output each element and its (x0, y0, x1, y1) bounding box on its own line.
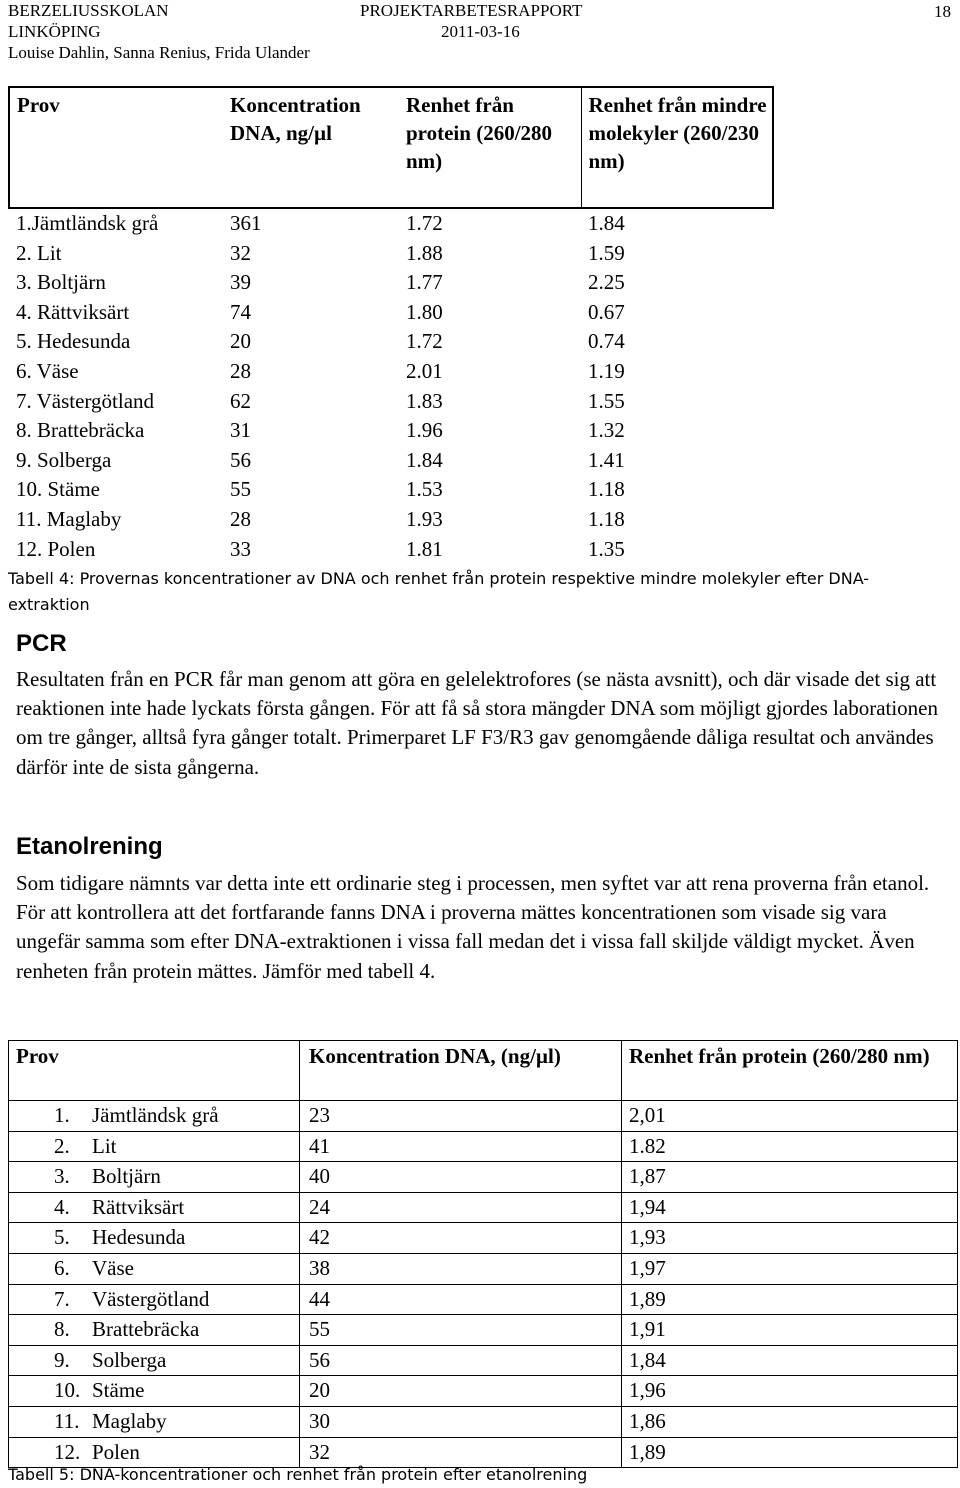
table-cell: 361 (230, 211, 262, 235)
table-cell-prov (9, 1162, 300, 1193)
sample-name: Brattebräcka (92, 1317, 200, 1342)
table-row (9, 1376, 958, 1407)
row-number: 4. (54, 1194, 70, 1219)
table-row (9, 1406, 958, 1437)
row-number: 3. (54, 1164, 70, 1189)
table-cell-prov (9, 1376, 300, 1407)
table-cell: 3. Boltjärn (16, 270, 106, 295)
sample-name: Rättviksärt (92, 1194, 185, 1219)
table-cell: 7. Västergötland (16, 388, 155, 413)
table-row (9, 1345, 958, 1376)
row-number: 5. (54, 1225, 70, 1250)
section-heading-pcr: PCR (16, 630, 67, 657)
table-cell: 55 (300, 1315, 622, 1346)
col-header-prov: Prov (9, 87, 223, 208)
table-cell: 1,94 (622, 1192, 958, 1223)
table-row (9, 1192, 958, 1223)
col-header-concentration: Koncentration DNA, ng/µl (223, 87, 399, 208)
table-cell: 1.59 (588, 240, 625, 265)
sample-name: Västergötland (92, 1286, 210, 1311)
table-cell: 38 (300, 1253, 622, 1284)
sample-name: Maglaby (92, 1408, 167, 1433)
table-cell: 4. Rättviksärt (16, 299, 130, 324)
table-row (9, 208, 773, 239)
table-cell: 0.67 (588, 299, 625, 324)
table-row (9, 298, 773, 328)
row-number: 6. (54, 1255, 70, 1280)
table-cell: 42 (300, 1223, 622, 1254)
table-row (9, 357, 773, 387)
table-cell-prov (9, 1192, 300, 1223)
sample-name: Lit (92, 1133, 117, 1158)
table-cell: 44 (300, 1284, 622, 1315)
table-row (9, 505, 773, 535)
table-cell: 12. Polen (16, 536, 96, 561)
table-cell: 1,89 (622, 1437, 958, 1468)
table-cell: 2.25 (588, 270, 625, 295)
table-cell-prov (9, 1223, 300, 1254)
section-heading-etanolrening: Etanolrening (16, 833, 163, 860)
table-cell: 11. Maglaby (16, 506, 122, 531)
report-type: PROJEKTARBETESRAPPORT (360, 1, 583, 20)
table-cell: 1,97 (622, 1253, 958, 1284)
table-cell: 5. Hedesunda (16, 329, 131, 354)
etanol-paragraph: Som tidigare nämnts var detta inte ett ordinarie steg i processen, men syftet var att rena proverna från etanol. För att kontrollera att det fortfarande fanns DNA i proverna mättes koncentrationen som visade sig vara ungefär samma som efter DNA-extraktionen i vissa fall medan det i vissa fall skiljde väldigt mycket. Även renheten från protein mättes. Jämför med tabell 4. (16, 871, 930, 983)
table-cell: 20 (300, 1376, 622, 1407)
sample-name: Boltjärn (92, 1164, 161, 1189)
table-cell: 20 (230, 329, 251, 354)
page-number: 18 (934, 2, 951, 21)
table-cell: 10. Stäme (16, 477, 100, 502)
table-cell: 1.41 (588, 447, 625, 472)
table-cell: 1,93 (622, 1223, 958, 1254)
sample-name: Hedesunda (92, 1225, 186, 1250)
table-cell-prov (9, 1406, 300, 1437)
table-cell: 56 (230, 447, 251, 472)
table-cell: 1.81 (406, 536, 443, 561)
sample-name: Jämtländsk grå (92, 1103, 219, 1127)
table-cell-prov (9, 1284, 300, 1315)
row-number: 1. (54, 1103, 70, 1127)
table-cell: 1.32 (588, 418, 625, 443)
table-header-row (9, 1041, 958, 1101)
table-cell: 1.83 (406, 388, 443, 413)
table-cell-prov (9, 1131, 300, 1162)
table-cell: 1.93 (406, 506, 443, 531)
table-cell: 1,96 (622, 1376, 958, 1407)
table-cell-prov (9, 1345, 300, 1376)
authors: Louise Dahlin, Sanna Renius, Frida Ulander (8, 43, 310, 62)
table-cell: 1.88 (406, 240, 443, 265)
col-header-prov: Prov (9, 1041, 300, 1101)
table-cell: 28 (230, 358, 251, 383)
table-row (9, 416, 773, 446)
table-4 (8, 86, 774, 564)
table-cell: 1.19 (588, 358, 625, 383)
table-cell: 1.55 (588, 388, 625, 413)
row-number: 12. (54, 1439, 81, 1464)
row-number: 7. (54, 1286, 70, 1311)
sample-name: Polen (92, 1439, 140, 1464)
table-cell: 56 (300, 1345, 622, 1376)
table-cell: 31 (230, 418, 251, 443)
table-5 (8, 1040, 958, 1468)
table-row (9, 268, 773, 298)
table-cell: 1.96 (406, 418, 443, 443)
table-cell: 28 (230, 506, 251, 531)
table-cell: 2,01 (622, 1101, 958, 1132)
table-row (9, 535, 773, 565)
table-row (9, 1223, 958, 1254)
table-row (9, 1315, 958, 1346)
table-cell: 1.18 (588, 506, 625, 531)
table-cell: 1.84 (406, 447, 443, 472)
table-cell: 1,87 (622, 1162, 958, 1193)
table-row (9, 446, 773, 476)
table-cell: 1.72 (406, 211, 443, 235)
table-cell: 2. Lit (16, 240, 62, 265)
table-cell: 1.82 (622, 1131, 958, 1162)
table-cell: 1,86 (622, 1406, 958, 1437)
table-cell: 1.80 (406, 299, 443, 324)
table-cell: 1.84 (588, 211, 625, 235)
table-cell: 1,89 (622, 1284, 958, 1315)
table-cell-prov (9, 1253, 300, 1284)
table-cell: 32 (300, 1437, 622, 1468)
row-number: 9. (54, 1347, 70, 1372)
table-5-caption: Tabell 5: DNA-koncentrationer och renhet från protein efter etanolrening (8, 1465, 588, 1484)
table-row (9, 1131, 958, 1162)
table-cell: 39 (230, 270, 251, 295)
table-cell-prov (9, 1315, 300, 1346)
table-cell: 8. Brattebräcka (16, 418, 145, 443)
pcr-paragraph: Resultaten från en PCR får man genom att göra en gelelektrofores (se nästa avsnitt), och där visade det sig att reaktionen inte hade lyckats första gången. För att få så stora mängder DNA som möjligt gjordes laborationen om tre gånger, alltså fyra gånger totalt. Primerparet LF F3/R3 gav genomgående dåliga resultat och användes därför inte de sista gångerna. (16, 667, 939, 779)
table-4-caption: Tabell 4: Provernas koncentrationer av DNA och renhet från protein respektive mindre molekyler efter DNA-extraktion (8, 569, 870, 614)
table-cell: 1.72 (406, 329, 443, 354)
table-cell: 30 (300, 1406, 622, 1437)
table-cell: 9. Solberga (16, 447, 112, 472)
table-cell-prov (9, 1101, 300, 1132)
table-header-row (9, 87, 773, 208)
table-row (9, 1162, 958, 1193)
table-cell: 1.Jämtländsk grå (16, 211, 159, 235)
col-header-purity-protein: Renhet från protein (260/280 nm) (399, 87, 581, 208)
table-row (9, 1284, 958, 1315)
table-cell: 23 (300, 1101, 622, 1132)
row-number: 2. (54, 1133, 70, 1158)
table-cell: 33 (230, 536, 251, 561)
table-row (9, 387, 773, 417)
report-date: 2011-03-16 (441, 22, 520, 41)
col-header-concentration: Koncentration DNA, (ng/µl) (300, 1041, 622, 1101)
table-cell: 1,91 (622, 1315, 958, 1346)
school-name: BERZELIUSSKOLAN (8, 1, 169, 20)
table-cell: 40 (300, 1162, 622, 1193)
row-number: 11. (54, 1408, 80, 1433)
table-cell: 0.74 (588, 329, 625, 354)
table-cell: 1.53 (406, 477, 443, 502)
sample-name: Väse (92, 1255, 134, 1280)
row-number: 10. (54, 1378, 81, 1403)
table-cell: 1.77 (406, 270, 443, 295)
table-cell: 1.18 (588, 477, 625, 502)
table-cell: 55 (230, 477, 251, 502)
table-cell: 32 (230, 240, 251, 265)
row-number: 8. (54, 1317, 70, 1342)
table-cell: 1.35 (588, 536, 625, 561)
table-row (9, 1101, 958, 1132)
sample-name: Stäme (92, 1378, 145, 1403)
table-row (9, 327, 773, 357)
table-cell: 6. Väse (16, 358, 79, 383)
table-cell: 41 (300, 1131, 622, 1162)
table-row (9, 475, 773, 505)
school-city: LINKÖPING (8, 22, 101, 41)
col-header-purity-molecules: Renhet från mindre molekyler (260/230 nm) (581, 87, 773, 208)
table-cell: 2.01 (406, 358, 443, 383)
table-row (9, 1253, 958, 1284)
table-cell: 74 (230, 299, 251, 324)
col-header-purity-protein: Renhet från protein (260/280 nm) (622, 1041, 958, 1101)
table-row (9, 239, 773, 269)
table-cell: 62 (230, 388, 251, 413)
sample-name: Solberga (92, 1347, 167, 1372)
table-cell: 1,84 (622, 1345, 958, 1376)
table-cell: 24 (300, 1192, 622, 1223)
